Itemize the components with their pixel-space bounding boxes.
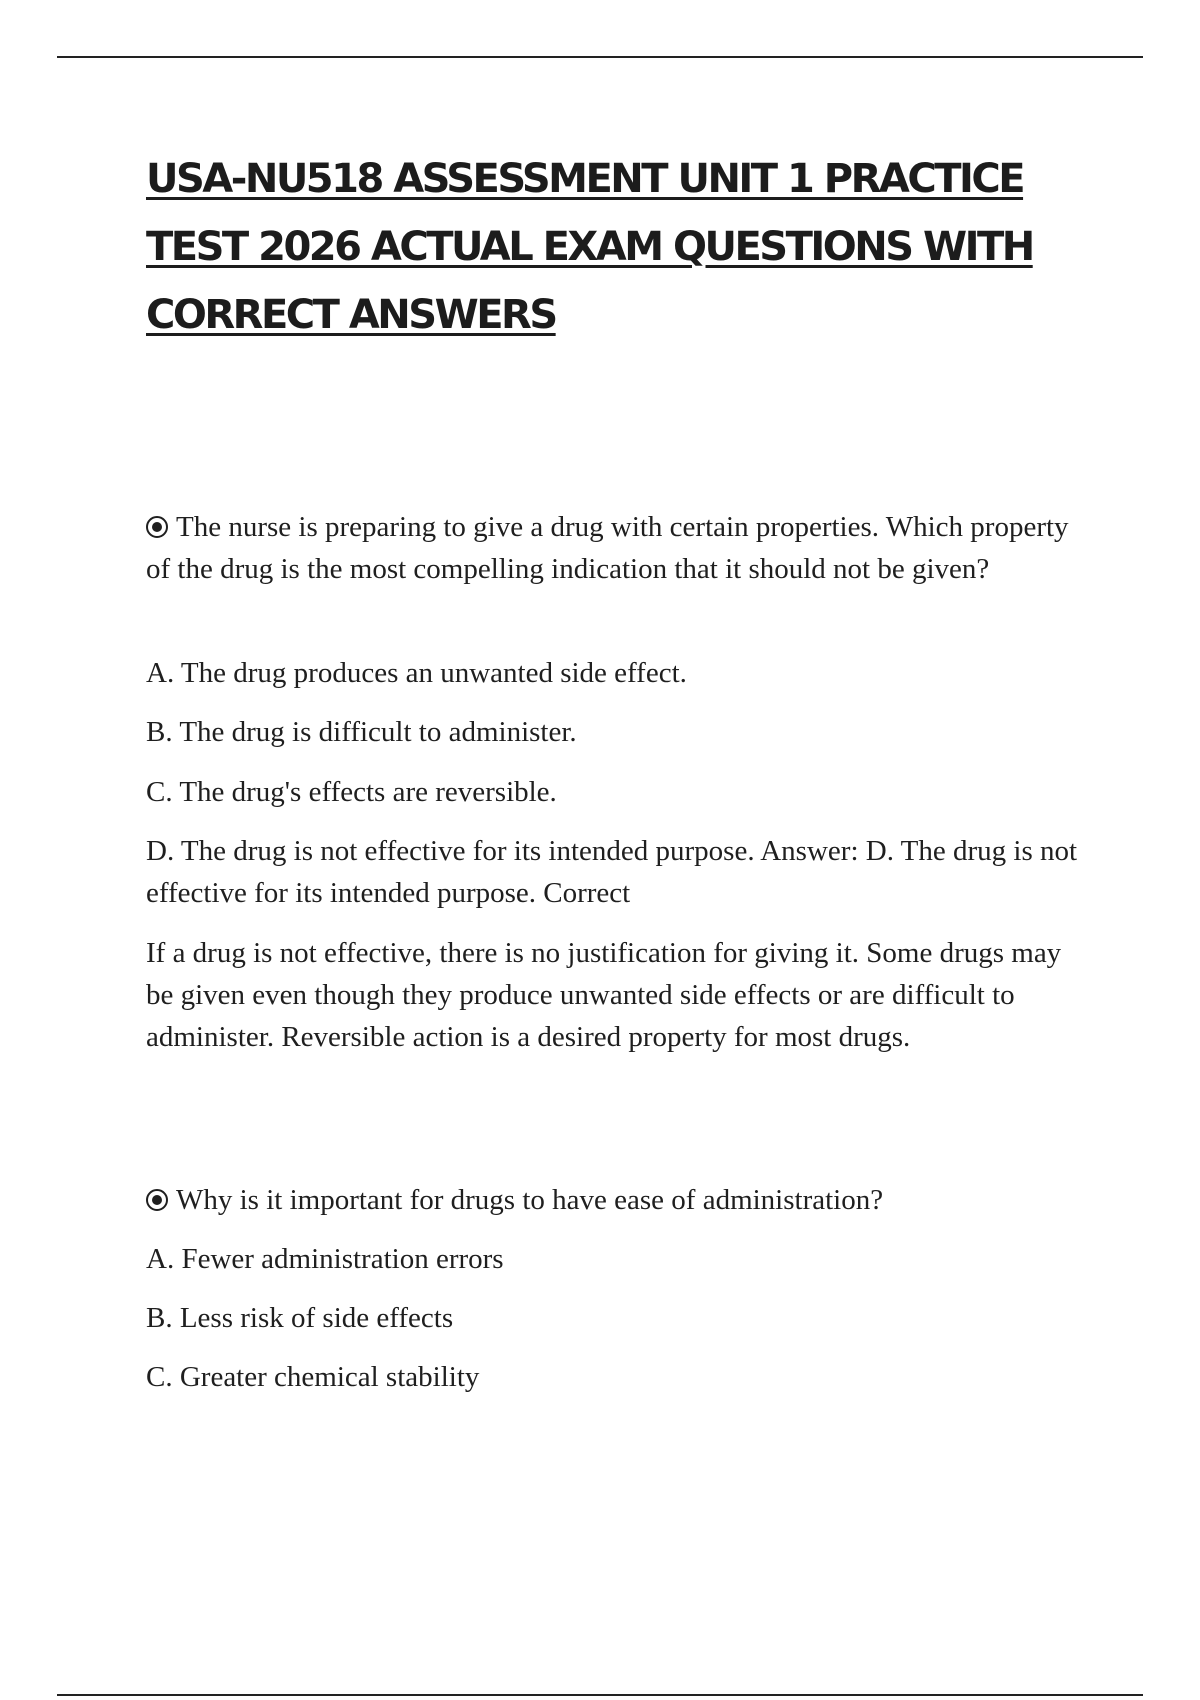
- question-2-option-c: C. Greater chemical stability: [146, 1361, 480, 1393]
- question-1-option-a: A. The drug produces an unwanted side effect.: [146, 657, 687, 689]
- question-1-option-b: B. The drug is difficult to administer.: [146, 716, 577, 748]
- question-1-stem: The nurse is preparing to give a drug with certain properties. Which property of the drug is the most compelling indication that it should not be given?: [146, 511, 1069, 585]
- question-1-option-d-answer: D. The drug is not effective for its intended purpose. Answer: D. The drug is not effective for its intended purpose. Correct: [146, 835, 1078, 909]
- document-title: USA-NU518 ASSESSMENT UNIT 1 PRACTICE TEST 2026 ACTUAL EXAM QUESTIONS WITH CORRECT ANSWERS: [146, 156, 1033, 338]
- radio-bullet-icon: [146, 516, 168, 538]
- question-1-option-c: C. The drug's effects are reversible.: [146, 776, 557, 808]
- question-1-stem-line: [146, 506, 1086, 590]
- question-2-option-a: A. Fewer administration errors: [146, 1243, 504, 1275]
- bottom-rule: [57, 1694, 1143, 1696]
- top-rule: [57, 56, 1143, 58]
- question-1-rationale: If a drug is not effective, there is no justification for giving it. Some drugs may be given even though they produce unwanted side effects or are difficult to administer. Reversible action is a desired property for most drugs.: [146, 937, 1062, 1053]
- question-2-stem: Why is it important for drugs to have ease of administration?: [176, 1184, 884, 1216]
- radio-bullet-icon: [146, 1189, 168, 1211]
- question-2-option-b: B. Less risk of side effects: [146, 1302, 454, 1334]
- question-2-stem-line: [146, 1179, 1086, 1221]
